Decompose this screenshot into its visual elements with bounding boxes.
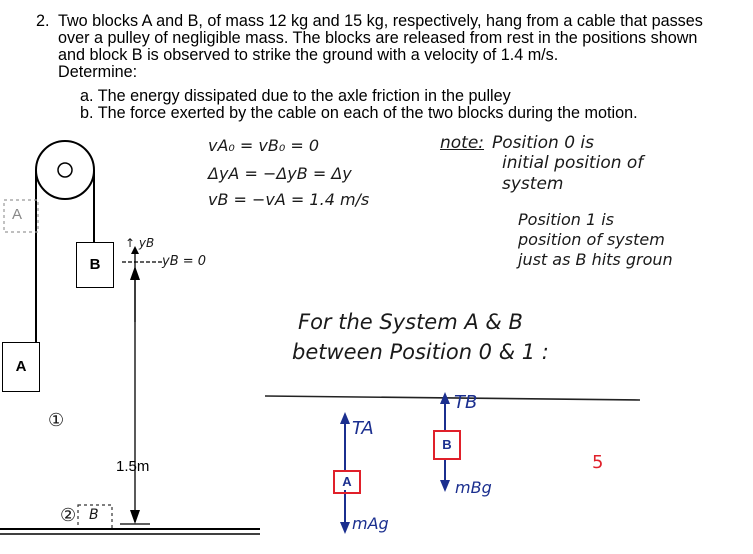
pos1-line-2: position of system — [518, 230, 665, 249]
page-number: 5 — [592, 452, 604, 473]
problem-number: 2. — [36, 12, 50, 30]
system-line-2: between Position 0 & 1 : — [292, 340, 549, 364]
position-1-marker: ① — [48, 410, 65, 431]
tension-a-label: TA — [352, 418, 374, 439]
fbd-block-b — [433, 430, 461, 460]
pulley-axle — [58, 163, 72, 177]
fbd-block-a — [333, 470, 361, 494]
system-line-1: For the System A & B — [298, 310, 523, 334]
block-a — [2, 342, 40, 392]
dimension-arrow-top — [130, 266, 140, 280]
part-b: b. The force exerted by the cable on each of the two blocks during the motion. — [80, 104, 638, 122]
velocity-relation: vB = −vA = 1.4 m/s — [208, 190, 370, 209]
note-label: note: — [440, 133, 485, 153]
yb-axis-label: ↑ yB — [125, 236, 155, 250]
dimension-arrow-bottom — [130, 510, 140, 524]
pos1-line-3: just as B hits groun — [518, 250, 673, 269]
problem-line-2: over a pulley of negligible mass. The blocks are released from rest in the positions shown — [58, 29, 698, 47]
mbg-arrow-head — [440, 480, 450, 492]
note-line-1: Position 0 is — [492, 133, 594, 153]
yb-zero-label: yB = 0 — [162, 254, 207, 269]
displacement-relation: ΔyA = −ΔyB = Δy — [208, 164, 352, 183]
position-2-marker: ② — [60, 505, 77, 526]
note-line-3: system — [502, 174, 564, 194]
tension-b-label: TB — [454, 392, 478, 413]
pos1-line-1: Position 1 is — [518, 210, 614, 229]
weight-b-label: mBg — [455, 478, 492, 497]
fbd-block-b-label: B — [442, 437, 452, 452]
problem-line-3: and block B is observed to strike the ground with a velocity of 1.4 m/s. — [58, 46, 559, 64]
block-b-label: B — [89, 256, 101, 273]
mag-arrow-head — [340, 522, 350, 534]
note-line-2: initial position of — [502, 153, 644, 173]
problem-line-1: Two blocks A and B, of mass 12 kg and 15 kg, respectively, hang from a cable that passes — [58, 12, 703, 30]
block-a-label: A — [15, 358, 27, 375]
block-b — [76, 242, 114, 288]
block-a-ghost-label: A — [12, 206, 23, 223]
velocity-initial: vA₀ = vB₀ = 0 — [208, 136, 320, 155]
block-b-ghost-label: B — [89, 507, 99, 523]
determine-label: Determine: — [58, 63, 138, 81]
fbd-block-a-label: A — [342, 474, 352, 489]
divider-line — [265, 396, 640, 400]
pulley-wheel — [36, 141, 94, 199]
ta-arrow-head — [340, 412, 350, 424]
part-a: a. The energy dissipated due to the axle friction in the pulley — [80, 87, 511, 105]
weight-a-label: mAg — [352, 514, 389, 533]
distance-label: 1.5m — [116, 458, 150, 475]
